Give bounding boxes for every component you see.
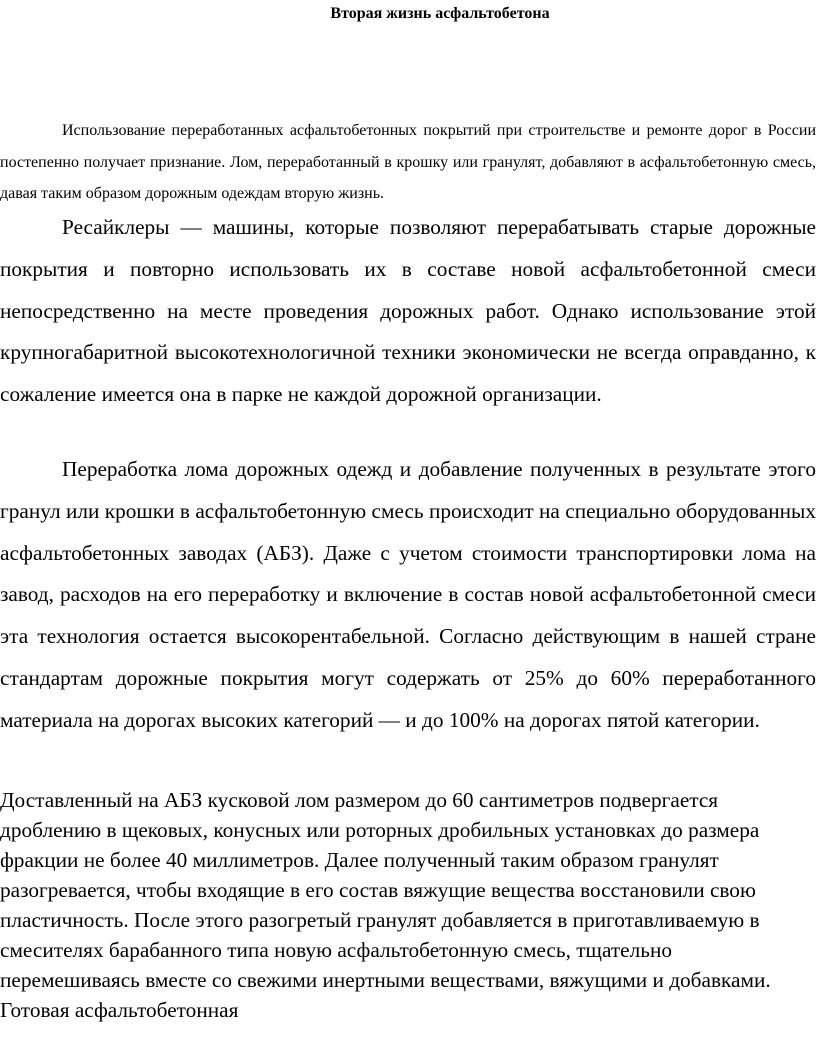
intro-paragraph: Использование переработанных асфальтобетонных покрытий при строительстве и ремонте дорог в России постепенно получает признание. Лом, переработанный в крошку или гранулят, добавляют в асфальтобетонную смесь, давая таким образом дорожным одеждам вторую жизнь. bbox=[0, 122, 816, 202]
paragraph-crushing: Доставленный на АБЗ кусковой лом размером до 60 сантиметров подвергается дроблению в щековых, конусных или роторных дробильных установках до размера фракции не более 40 миллиметров. Далее полученный таким образом гранулят разогревается, чтобы входящие в его состав вяжущие вещества восстановили свою пластичность. После этого разогретый гранулят добавляется в приготавливаемую в смесителях барабанного типа новую асфальтобетонную смесь, тщательно перемешиваясь вместе со свежими инертными веществами, вяжущими и добавками. Готовая асфальтобетонная bbox=[0, 788, 771, 1022]
paragraph-processing: Переработка лома дорожных одежд и добавление полученных в результате этого гранул или крошки в асфальтобетонную смесь происходит на специально оборудованных асфальтобетонных заводах (АБЗ). Даже с учетом стоимости транспортировки лома на завод, расходов на его переработку и включение в состав новой асфальтобетонной смеси эта технология остается высокорентабельной. Согласно действующим в нашей стране стандартам дорожные покрытия могут содержать от 25% до 60% переработанного материала на дорогах высоких категорий — и до 100% на дорогах пятой категории. bbox=[0, 457, 816, 732]
paragraph-recyclers: Ресайклеры — машины, которые позволяют перерабатывать старые дорожные покрытия и повторно использовать их в составе новой асфальтобетонной смеси непосредственно на месте проведения дорожных работ. Однако использование этой крупногабаритной высокотехнологичной техники экономически не всегда оправданно, к сожаление имеется она в парке не каждой дорожной организации. bbox=[0, 215, 816, 407]
document-title: Вторая жизнь асфальтобетона bbox=[330, 5, 550, 22]
